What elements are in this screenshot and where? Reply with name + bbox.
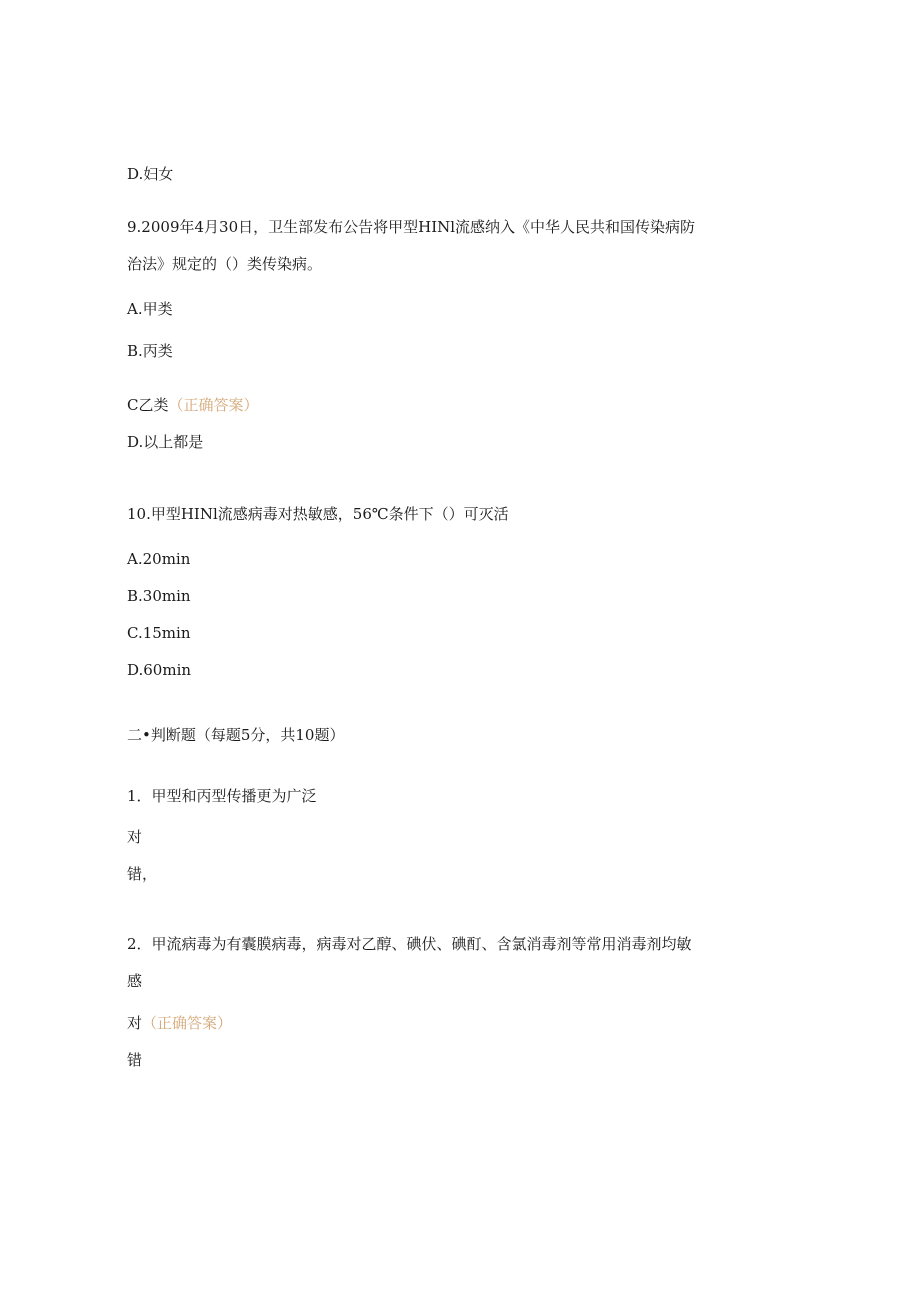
q9-option-c [127, 395, 259, 415]
tf1-question: 1．甲型和丙型传播更为广泛 [127, 787, 317, 805]
section-heading: 二•判断题（每题5分，共10题） [127, 726, 345, 744]
tf2-question-line-2: 感 [127, 972, 143, 990]
q9-option-c-text: C乙类 [127, 396, 169, 414]
q8-option-d: D.妇女 [127, 165, 174, 183]
q10-option-c: C.15min [127, 624, 191, 642]
tf2-option-true-text: 对 [127, 1014, 143, 1032]
correct-answer-mark: （正确答案） [142, 1014, 233, 1032]
q10-question: 10.甲型HINl流感病毒对热敏感，56℃条件下（）可灭活 [127, 505, 509, 523]
q9-question-line-1: 9.2009年4月30日，卫生部发布公告将甲型HINl流感纳入《中华人民共和国传染病防 [127, 218, 696, 236]
q9-option-d: D.以上都是 [127, 433, 204, 451]
q9-option-a: A.甲类 [127, 300, 173, 318]
tf1-option-false: 错， [127, 865, 158, 883]
q10-option-d: D.60min [127, 661, 192, 679]
q9-question-line-2: 治法》规定的（）类传染病。 [127, 255, 323, 273]
q10-option-a: A.20min [127, 550, 191, 568]
q10-option-b: B.30min [127, 587, 191, 605]
tf2-option-true [127, 1013, 232, 1033]
tf1-option-true: 对 [127, 828, 143, 846]
correct-answer-mark: （正确答案） [168, 396, 259, 414]
tf2-question-line-1: 2．甲流病毒为有囊膜病毒，病毒对乙醇、碘伏、碘酊、含氯消毒剂等常用消毒剂均敏 [127, 935, 692, 953]
q9-option-b: B.丙类 [127, 342, 173, 360]
tf2-option-false: 错 [127, 1051, 143, 1069]
